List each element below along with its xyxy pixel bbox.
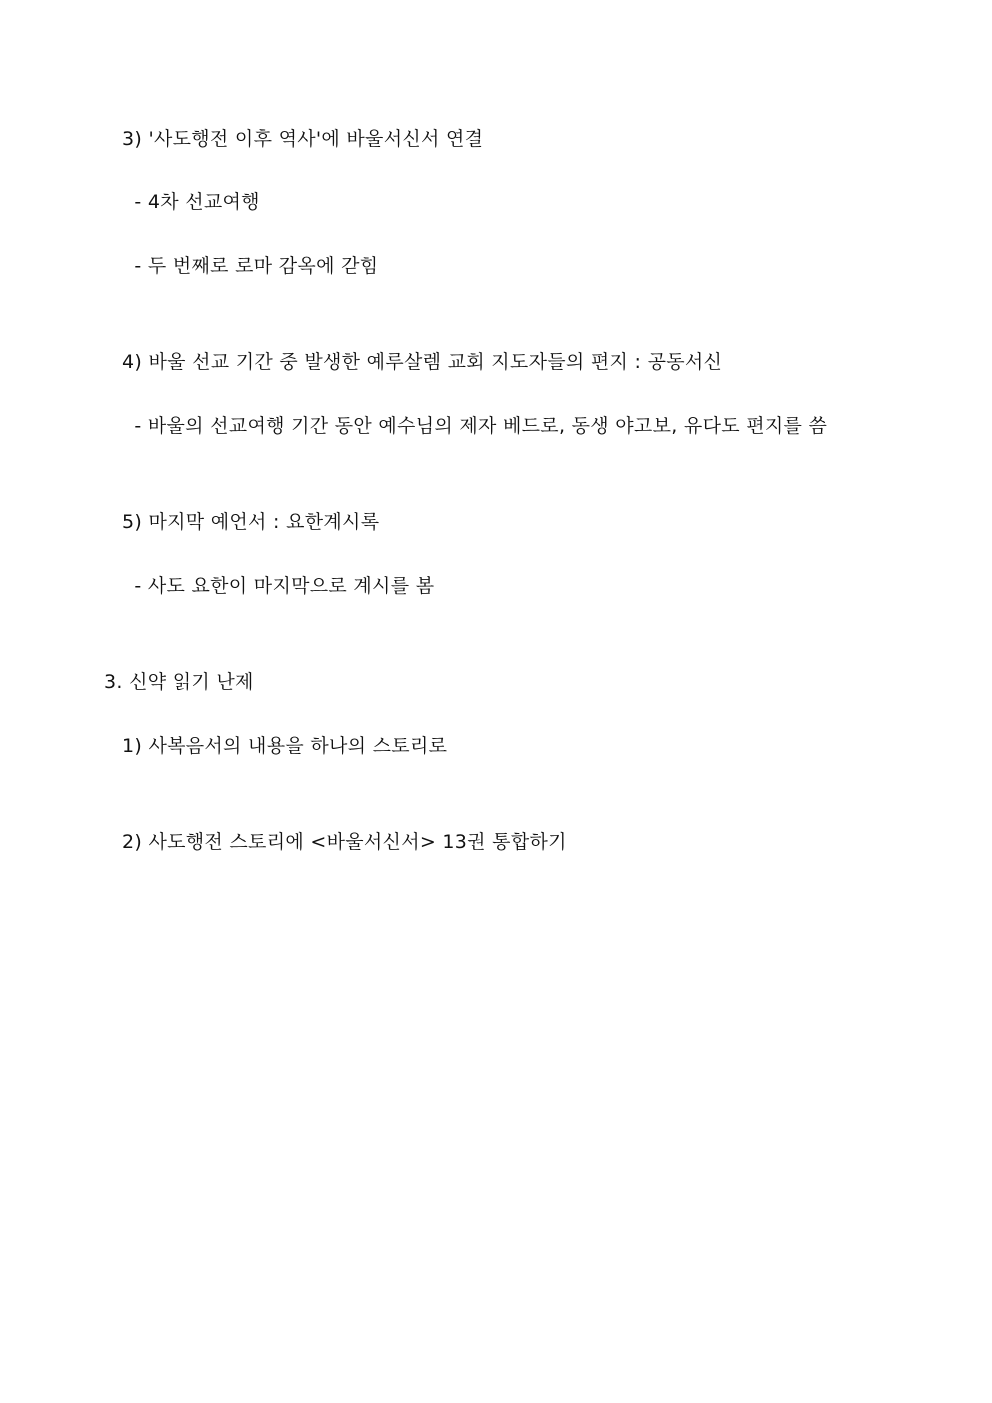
item-3-heading: 3) '사도행전 이후 역사'에 바울서신서 연결 [122, 128, 484, 150]
item-4-bullet-1: - 바울의 선교여행 기간 동안 예수님의 제자 베드로, 동생 야고보, 유다도 편지를 씀 [128, 415, 828, 437]
item-5-bullet-1: - 사도 요한이 마지막으로 계시를 봄 [128, 575, 435, 597]
section-3-item-1: 1) 사복음서의 내용을 하나의 스토리로 [122, 735, 448, 757]
section-3-heading: 3. 신약 읽기 난제 [104, 671, 254, 693]
item-3-bullet-2: - 두 번째로 로마 감옥에 갇힘 [128, 255, 379, 277]
section-3-item-2: 2) 사도행전 스토리에 <바울서신서> 13권 통합하기 [122, 831, 567, 853]
item-5-heading: 5) 마지막 예언서 : 요한계시록 [122, 511, 380, 533]
item-3-bullet-1: - 4차 선교여행 [128, 191, 260, 213]
item-4-heading: 4) 바울 선교 기간 중 발생한 예루살렘 교회 지도자들의 편지 : 공동서신 [122, 351, 723, 373]
